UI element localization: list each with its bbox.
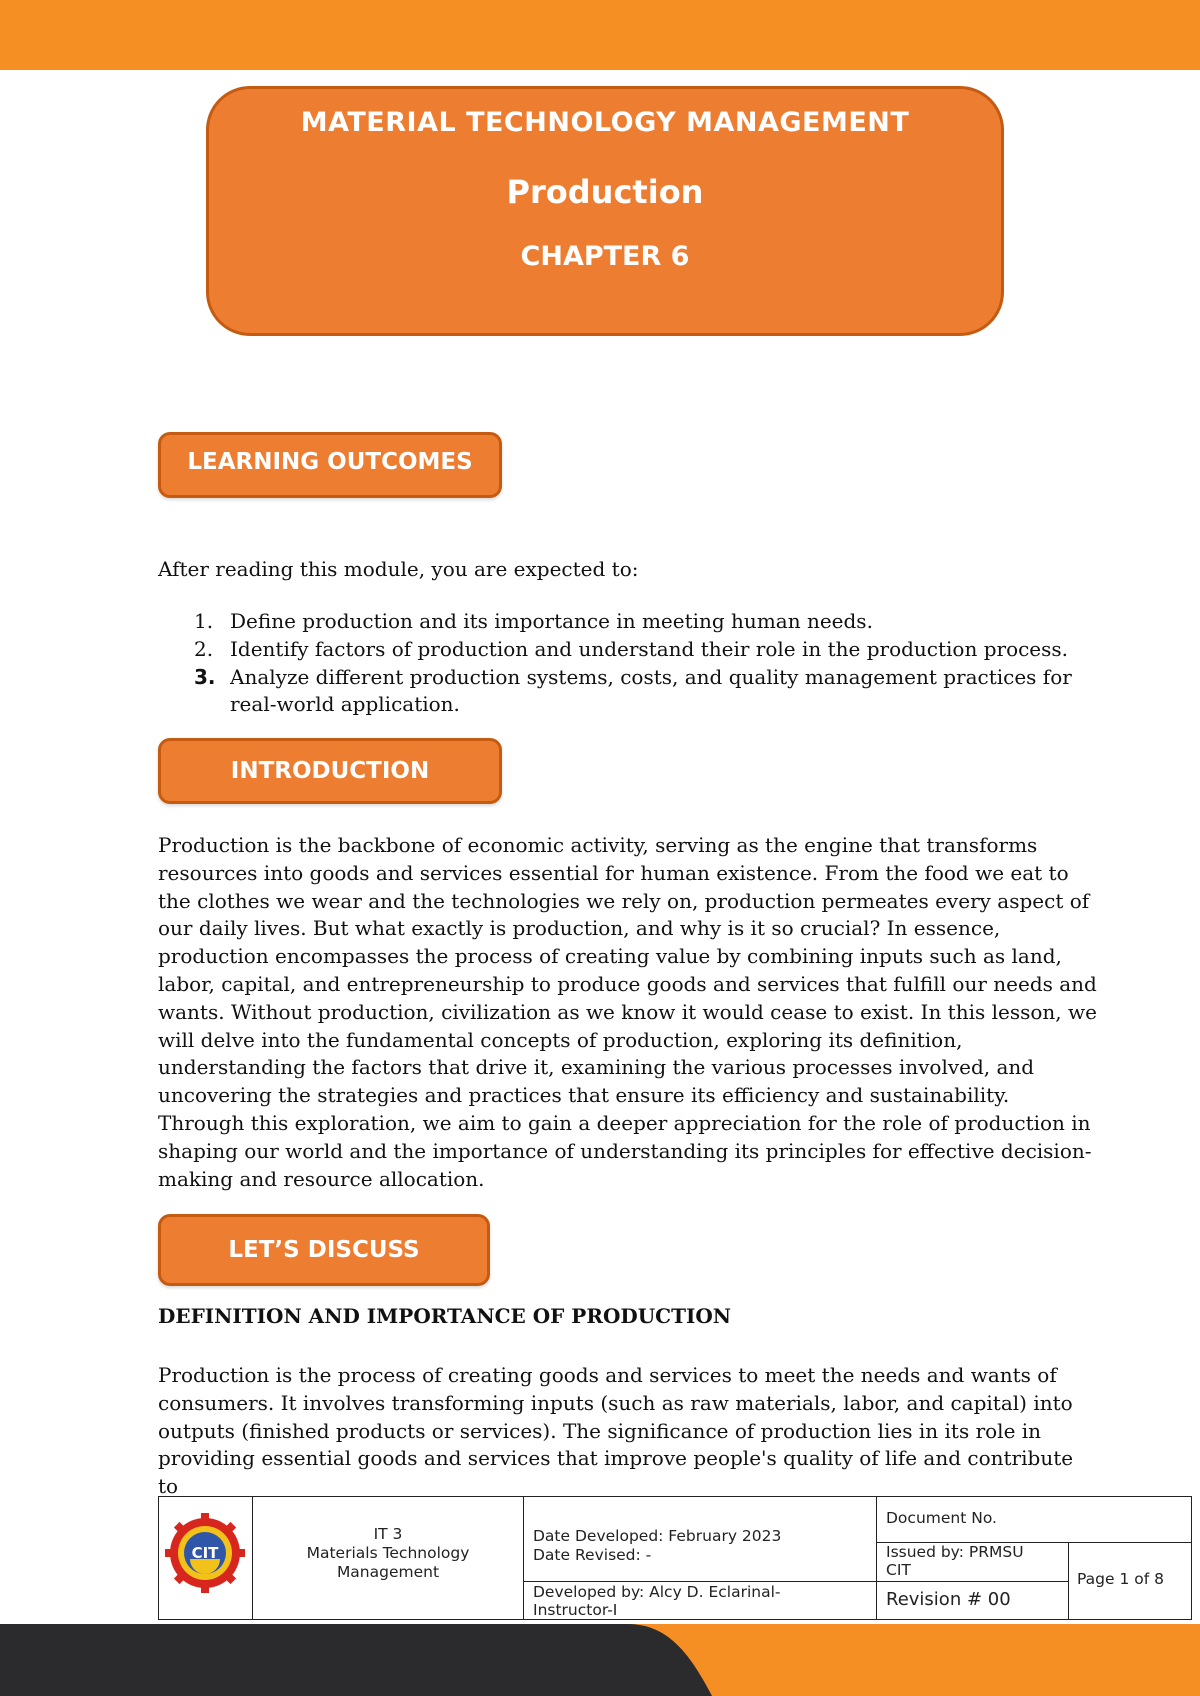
outcomes-lead bbox=[158, 556, 1098, 584]
discussion-paragraph: Production is the process of creating goods and services to meet the needs and wants of consumers. It involves transforming inputs (such as raw materials, labor, and capital) into outputs (finished products or services). The significance of production lies in its role in providing essential goods and services that improve people's quality of life and contribute to bbox=[158, 1363, 1074, 1499]
developer-info bbox=[533, 1583, 803, 1619]
discussion-body bbox=[158, 1362, 1098, 1501]
list-item bbox=[158, 664, 1098, 720]
list-number: 2. bbox=[194, 636, 214, 661]
issued-by: Issued by: PRMSU CIT bbox=[886, 1543, 1024, 1579]
list-item bbox=[158, 608, 1098, 636]
introduction-paragraph: Production is the backbone of economic activity, serving as the engine that transforms resources into goods and services essential for human existence. From the food we eat to the clothes we wear and the technologies we rely on, production permeates every aspect of our daily lives. But what exactly is production, and why is it so crucial? In essence, production encompasses the process of creating value by combining inputs such as land, labor, capital, and entrepreneurship to produce goods and services that fulfill our needs and wants. Without production, civilization as we know it would cease to exist. In this lesson, we will delve into the fundamental concepts of production, exploring its definition, understanding the factors that drive it, examining the various processes involved, and uncovering the strategies and practices that ensure its efficiency and sustainability. Through this exploration, we aim to gain a deeper appreciation for the role of production in shaping our world and the importance of understanding its principles for effective decision-making and resource allocation. bbox=[158, 833, 1097, 1191]
list-number: 1. bbox=[194, 609, 214, 633]
outcomes-lead-text: After reading this module, you are expected to: bbox=[158, 557, 639, 581]
date-revised: Date Revised: - bbox=[533, 1546, 652, 1564]
outcomes-list bbox=[158, 608, 1098, 719]
revision-number: Revision # 00 bbox=[886, 1589, 1011, 1610]
top-accent-bar bbox=[0, 0, 1200, 70]
title-banner bbox=[206, 86, 1004, 336]
list-item bbox=[158, 636, 1098, 664]
course-name: Materials Technology Management bbox=[306, 1544, 470, 1581]
chapter-label: CHAPTER 6 bbox=[520, 241, 690, 272]
introduction-body bbox=[158, 832, 1098, 1193]
institution-logo bbox=[165, 1507, 245, 1607]
section-heading: DEFINITION AND IMPORTANCE OF PRODUCTION bbox=[158, 1304, 732, 1328]
introduction-label: INTRODUCTION bbox=[230, 758, 430, 784]
list-number: 3. bbox=[194, 664, 216, 689]
list-item-text: Define production and its importance in meeting human needs. bbox=[230, 609, 873, 633]
page-number: Page 1 of 8 bbox=[1077, 1570, 1164, 1588]
learning-outcomes-label: LEARNING OUTCOMES bbox=[187, 449, 473, 475]
document-control-table bbox=[158, 1496, 1192, 1620]
list-item-text: Analyze different production systems, costs, and quality management practices for real-world application. bbox=[230, 664, 1072, 717]
document-number: Document No. bbox=[886, 1509, 997, 1527]
introduction-badge bbox=[158, 738, 502, 804]
course-info bbox=[253, 1525, 523, 1582]
topic-title: Production bbox=[506, 173, 704, 211]
list-item-text: Identify factors of production and understand their role in the production process. bbox=[230, 636, 1069, 661]
date-developed: Date Developed: February 2023 bbox=[533, 1527, 782, 1545]
learning-outcomes-badge bbox=[158, 432, 502, 498]
logo-text: CIT bbox=[191, 1544, 219, 1562]
developed-by: Developed by: Alcy D. Eclarinal-Instructor-I bbox=[533, 1583, 781, 1619]
course-title: MATERIAL TECHNOLOGY MANAGEMENT bbox=[300, 107, 910, 138]
lets-discuss-badge bbox=[158, 1214, 490, 1286]
bottom-decorative-band bbox=[0, 1624, 1200, 1696]
date-info bbox=[533, 1527, 869, 1565]
course-code: IT 3 bbox=[373, 1525, 403, 1543]
lets-discuss-label: LET’S DISCUSS bbox=[228, 1237, 420, 1263]
